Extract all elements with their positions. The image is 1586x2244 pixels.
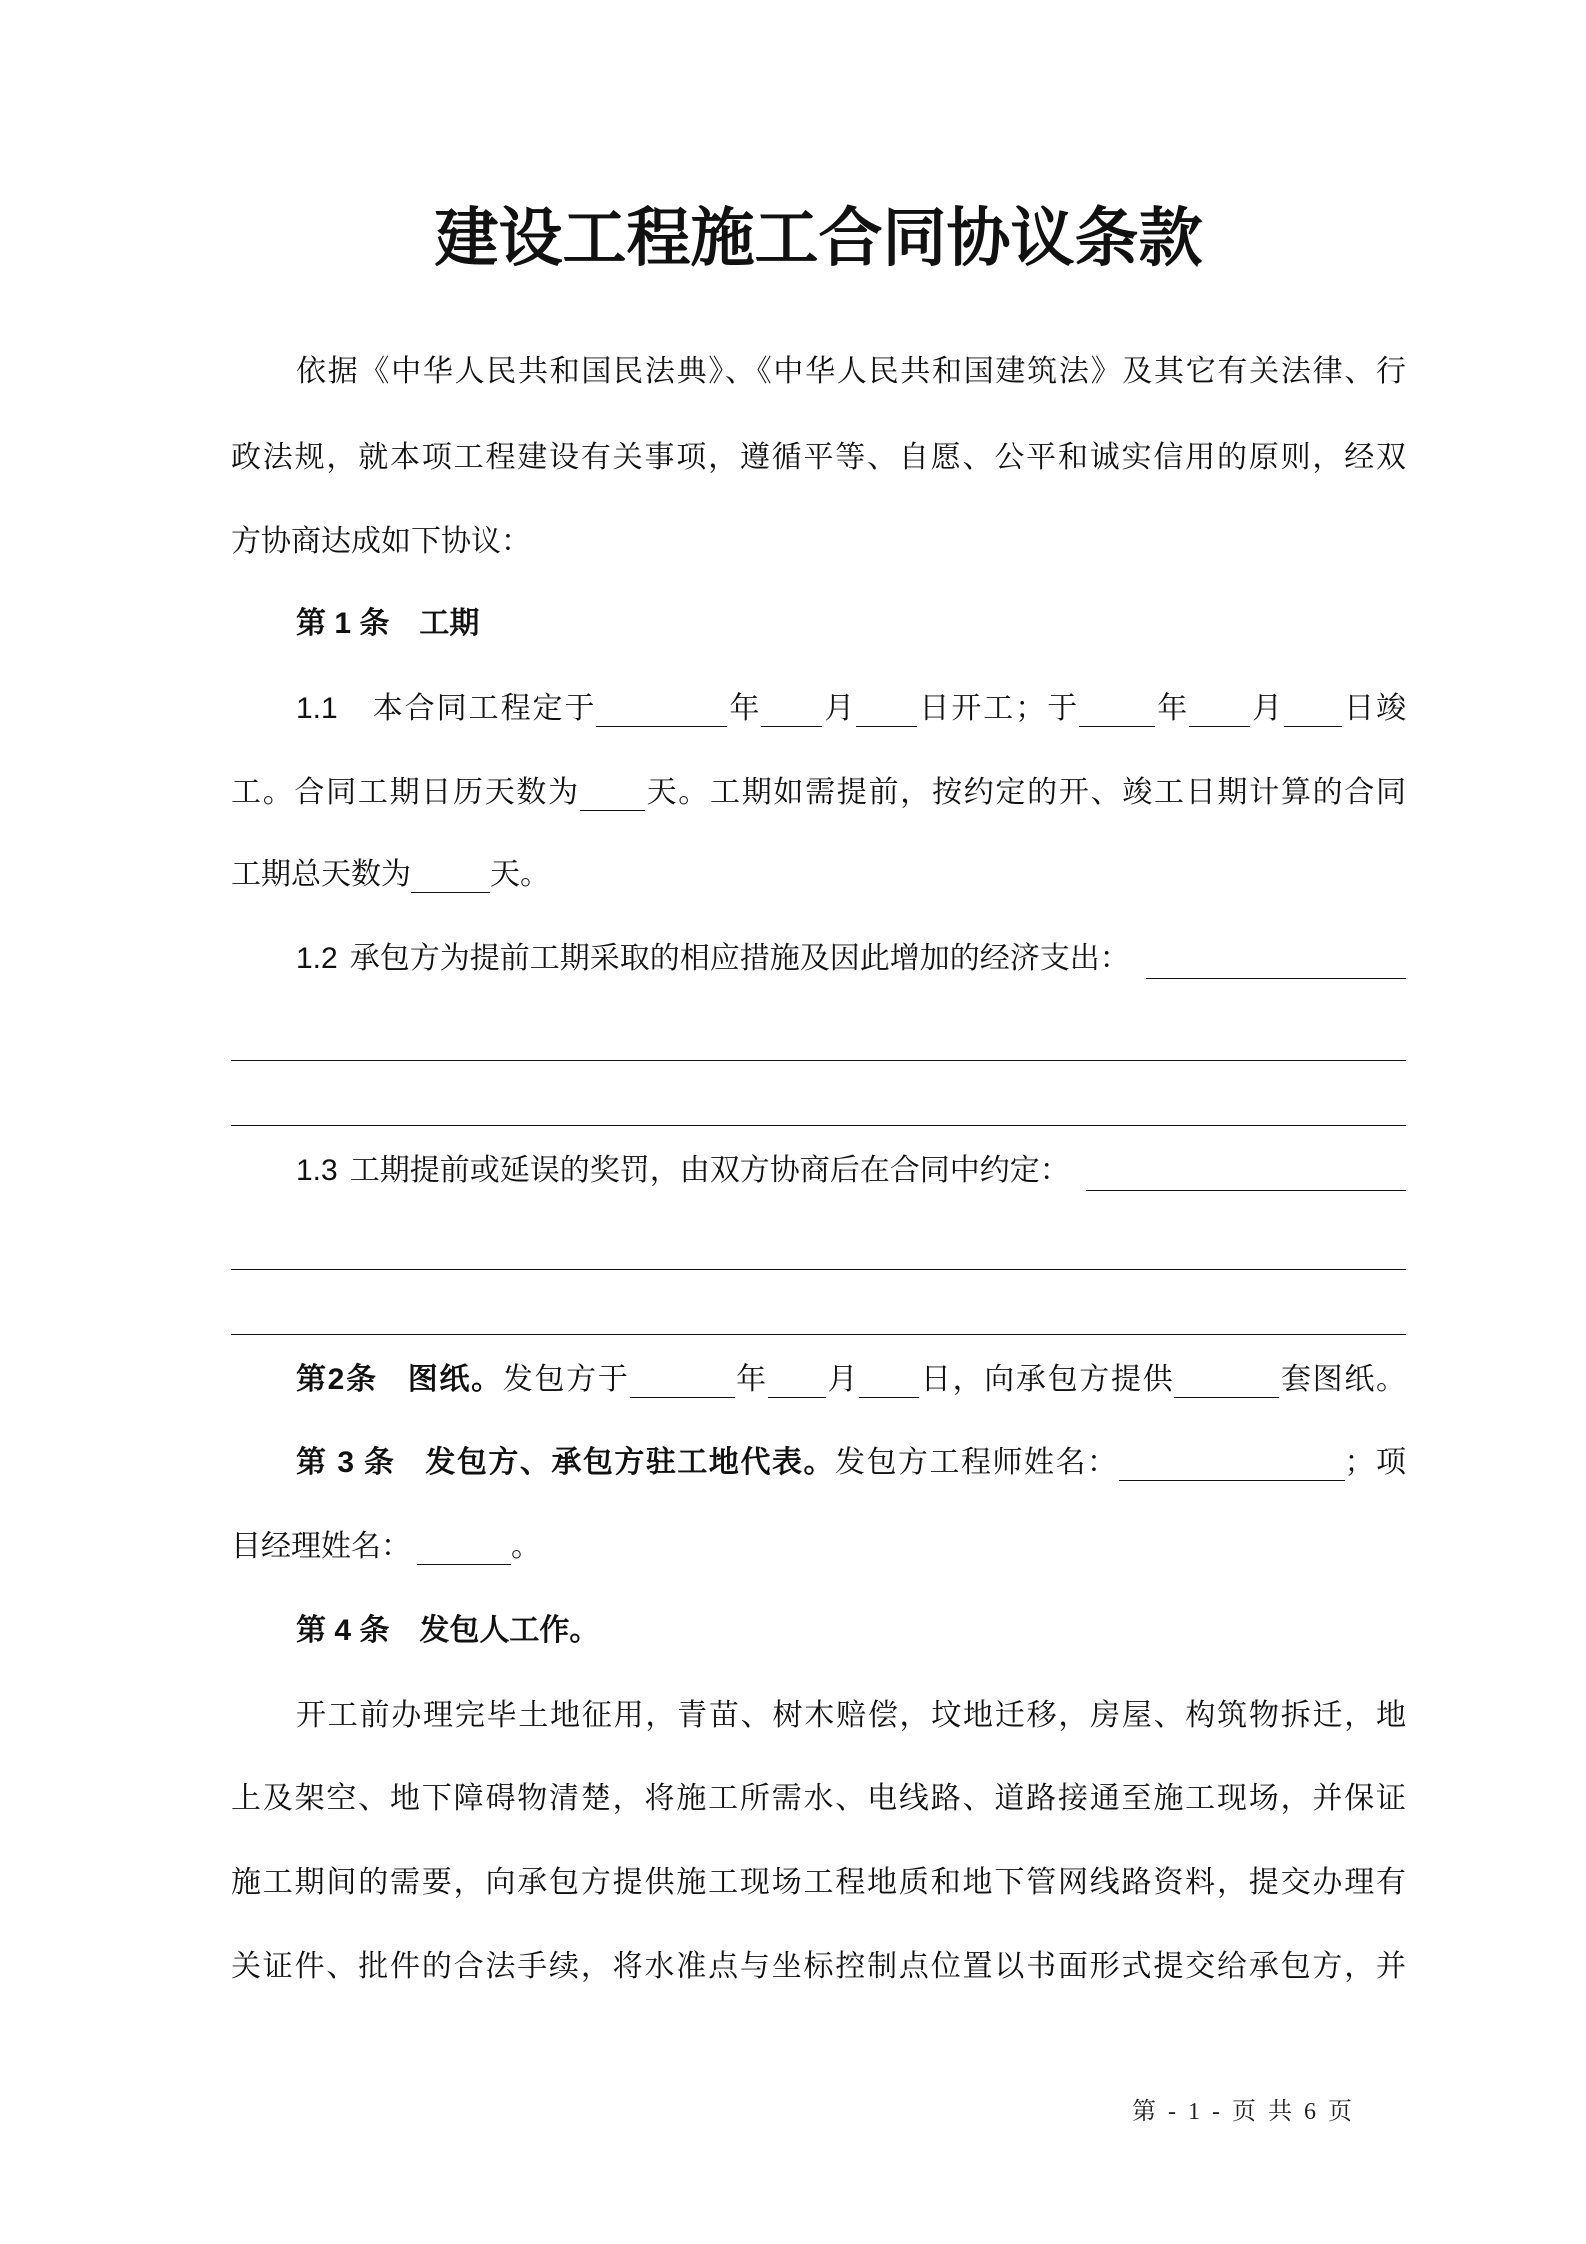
article-text: 年 <box>734 1363 768 1396</box>
clause-1-2-line <box>231 917 1406 1001</box>
fill-in-blank <box>630 1396 735 1398</box>
fill-in-blank <box>761 725 822 727</box>
clause-number: 1.3 <box>296 1154 338 1187</box>
clause-text: 工期总天数为 <box>231 858 411 891</box>
clause-text: 日竣 <box>1342 692 1407 725</box>
clause-text: 月 <box>822 692 857 725</box>
preamble-line-2: 政法规，就本项工程建设有关事项，遵循平等、自愿、公平和诚实信用的原则，经双 <box>231 441 1406 474</box>
clause-1-1-line-2 <box>231 751 1406 835</box>
clause-number: 1.1 <box>296 692 338 725</box>
article-text: 发包方于 <box>502 1363 630 1396</box>
fill-in-line <box>231 1060 1406 1061</box>
article-text: 目经理姓名： <box>231 1530 411 1563</box>
article-4-body-line-1: 开工前办理完毕土地征用，青苗、树木赔偿，坟地迁移，房屋、构筑物拆迁，地 <box>296 1699 1406 1732</box>
fill-in-blank <box>1086 1129 1406 1191</box>
clause-text: 本合同工程定于 <box>370 692 597 725</box>
clause-text: 日开工；于 <box>917 692 1080 725</box>
article-number: 第 1 条 <box>296 607 390 640</box>
fill-in-blank <box>596 725 727 727</box>
fill-in-blank <box>768 1396 826 1398</box>
clause-text: 月 <box>1250 692 1285 725</box>
fill-in-blank <box>1174 1396 1279 1398</box>
fill-in-line <box>231 1269 1406 1270</box>
fill-in-blank <box>411 891 490 893</box>
article-3-line-1 <box>231 1421 1406 1505</box>
article-title: 发包人工作。 <box>419 1614 600 1647</box>
fill-in-blank <box>1189 725 1250 727</box>
article-4-body-line-3: 施工期间的需要，向承包方提供施工现场工程地质和地下管网线路资料，提交办理有 <box>231 1866 1406 1899</box>
article-title: 工期 <box>419 607 480 640</box>
document-title: 建设工程施工合同协议条款 <box>434 202 1203 274</box>
article-text: 日，向承包方提供 <box>919 1363 1175 1396</box>
clause-text: 承包方为提前工期采取的相应措施及因此增加的经济支出： <box>349 942 1130 975</box>
clause-text: 天。工期如需提前，按约定的开、竣工日期计算的合同 <box>644 776 1407 809</box>
article-title: 图纸。 <box>407 1363 503 1396</box>
fill-in-blank <box>580 809 645 811</box>
fill-in-blank <box>856 725 917 727</box>
clause-text: 年 <box>1155 692 1190 725</box>
article-text: 。 <box>511 1530 541 1563</box>
clause-1-1-line-1 <box>231 667 1406 751</box>
article-4-heading <box>231 1589 1406 1673</box>
article-4-body-line-4: 关证件、批件的合法手续，将水准点与坐标控制点位置以书面形式提交给承包方，并 <box>231 1950 1406 1983</box>
preamble-line-3: 方协商达成如下协议： <box>231 525 531 558</box>
fill-in-blank <box>859 1396 919 1398</box>
clause-text: 年 <box>727 692 762 725</box>
fill-in-blank <box>1284 725 1342 727</box>
article-2-line <box>231 1338 1406 1422</box>
fill-in-line <box>231 1125 1406 1126</box>
article-text: ；项 <box>1344 1446 1407 1479</box>
fill-in-line <box>231 1334 1406 1335</box>
article-text: 发包方工程师姓名： <box>834 1446 1119 1479</box>
clause-1-1-line-3 <box>231 833 1406 917</box>
clause-text: 工期提前或延误的奖罚，由双方协商后在合同中约定： <box>349 1154 1070 1187</box>
article-number: 第 3 条 <box>296 1446 396 1479</box>
article-text: 套图纸。 <box>1279 1363 1407 1396</box>
clause-text: 工。合同工期日历天数为 <box>231 776 580 809</box>
article-text: 月 <box>825 1363 860 1396</box>
fill-in-blank <box>1079 725 1155 727</box>
article-4-body-line-2: 上及架空、地下障碍物清楚，将施工所需水、电线路、道路接通至施工现场，并保证 <box>231 1782 1406 1815</box>
fill-in-blank <box>1146 917 1406 979</box>
fill-in-blank <box>417 1563 511 1565</box>
article-number: 第 4 条 <box>296 1614 390 1647</box>
clause-1-3-line <box>231 1129 1406 1213</box>
page-number-footer: 第 - 1 - 页 共 6 页 <box>1132 2099 1355 2125</box>
clause-text: 天。 <box>490 858 550 891</box>
preamble-line-1: 依据《中华人民共和国民法典》、《中华人民共和国建筑法》及其它有关法律、行 <box>296 355 1406 388</box>
article-title: 发包方、承包方驻工地代表。 <box>425 1446 835 1479</box>
article-3-line-2 <box>231 1505 1406 1589</box>
article-number: 第2条 <box>296 1363 378 1396</box>
clause-number: 1.2 <box>296 942 338 975</box>
article-1-heading <box>231 582 1406 666</box>
fill-in-blank <box>1119 1479 1345 1481</box>
